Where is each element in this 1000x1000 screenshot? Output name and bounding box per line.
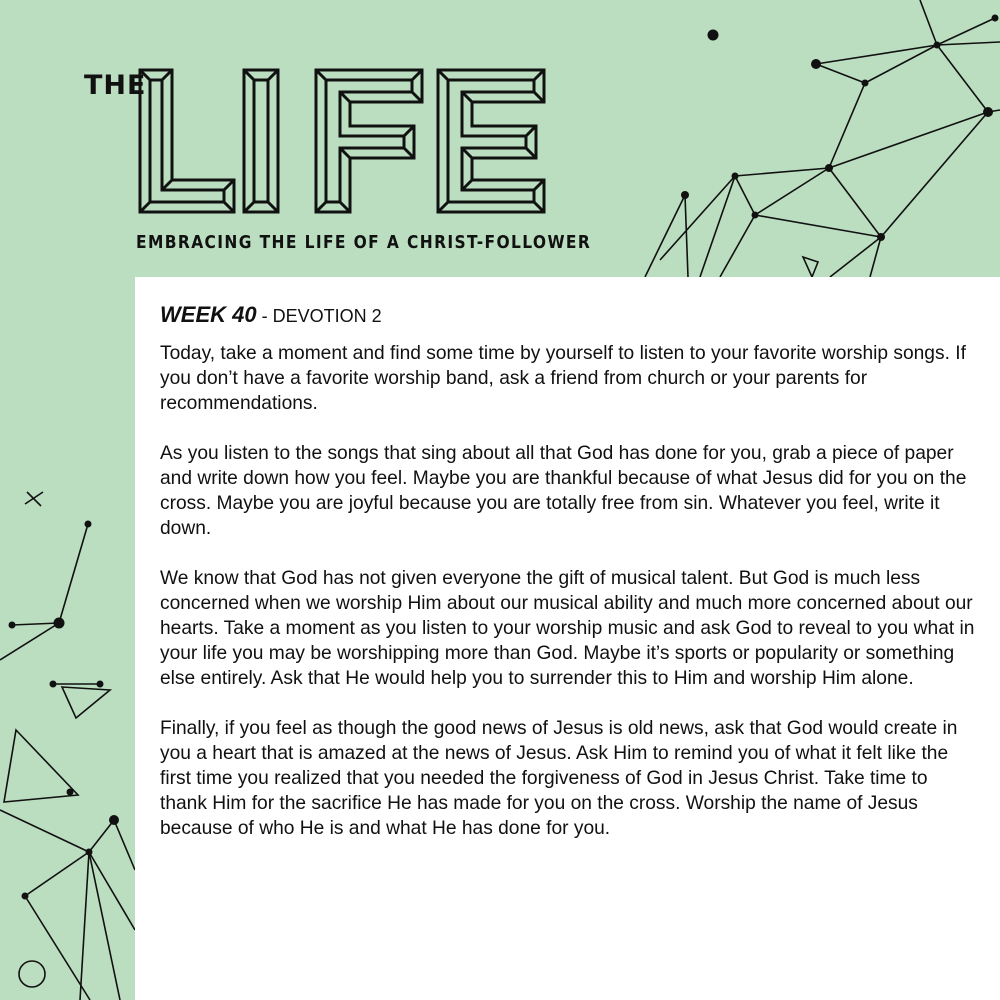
paragraph: Today, take a moment and find some time by yourself to listen to your favorite worship songs. If you don’t have a favorite worship band, ask a friend from church or your parents for recommendations. xyxy=(160,343,966,414)
the-word: THE xyxy=(84,70,147,101)
tagline: EMBRACING THE LIFE OF A CHRIST-FOLLOWER xyxy=(136,232,592,253)
devotion-body xyxy=(160,341,975,866)
page-header xyxy=(0,0,600,270)
paragraph: Finally, if you feel as though the good news of Jesus is old news, ask that God would create in you a heart that is amazed at the news of Jesus. Ask Him to remind you of what it felt like the first time you realized that you needed the forgiveness of God in Jesus Christ. Take time to thank Him for the sacrifice He has made for you on the cross. Worship the name of Jesus because of who He is and what He has done for you. xyxy=(160,718,958,839)
devotion-label: - DEVOTION 2 xyxy=(256,306,382,326)
life-logo xyxy=(138,68,546,214)
paragraph: As you listen to the songs that sing about all that God has done for you, grab a piece of paper and write down how you feel. Maybe you are thankful because of what Jesus did for you on the cross. Maybe you are joyful because you are totally free from sin. Whatever you feel, write it down. xyxy=(160,443,967,539)
week-label: WEEK 40 xyxy=(160,302,257,327)
week-heading xyxy=(160,302,382,328)
devotion-card xyxy=(135,277,1000,1000)
paragraph: We know that God has not given everyone the gift of musical talent. But God is much less concerned when we worship Him about our musical ability and much more concerned about our hearts. Take a moment as you listen to your worship music and ask God to reveal to you what in your life you may be worshipping more than God. Maybe it’s sports or popularity or something else entirely. Ask that He would help you to surrender this to Him and worship Him alone. xyxy=(160,568,975,689)
